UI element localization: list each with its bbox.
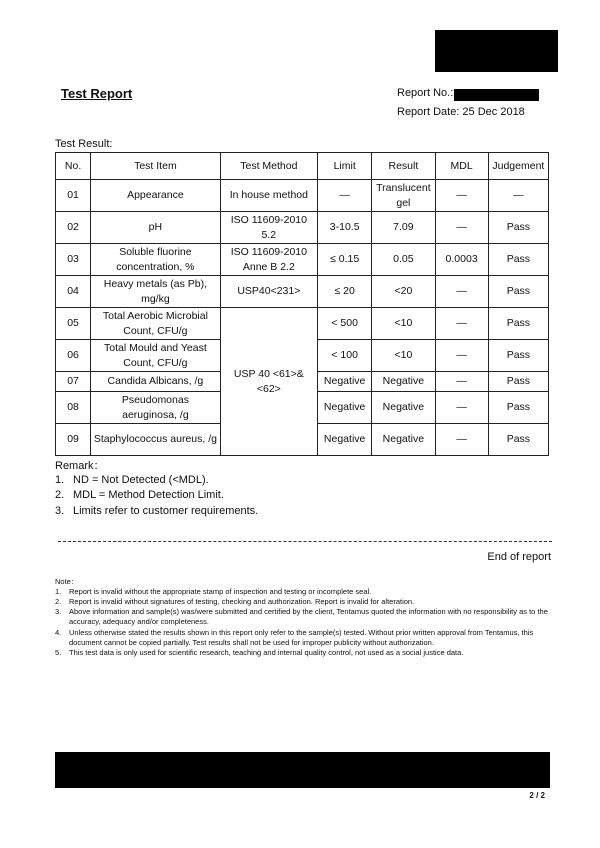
remark-item [55, 489, 224, 501]
table-row [56, 212, 549, 244]
cell-limit: < 100 [318, 340, 372, 372]
note-item [55, 597, 550, 607]
cell-mdl: — [435, 276, 488, 308]
note-text: This test data is only used for scientific research, teaching and internal quality control, not used as a social justice data. [69, 648, 464, 657]
remark-label: Remark： [55, 460, 105, 472]
remark-item [55, 505, 258, 517]
cell-no: 08 [56, 392, 91, 424]
cell-item: Pseudomonas aeruginosa, /g [91, 392, 221, 424]
cell-mdl: — [435, 392, 488, 424]
cell-item: Staphylococcus aureus, /g [91, 424, 221, 456]
note-item [55, 587, 550, 597]
redacted-footer-bar [55, 752, 550, 788]
remark-number: 1. [55, 474, 65, 486]
cell-limit: < 500 [318, 308, 372, 340]
cell-mdl: — [435, 424, 488, 456]
cell-judgement: Pass [488, 392, 548, 424]
cell-judgement: Pass [488, 308, 548, 340]
note-number: 5. [55, 648, 62, 657]
cell-limit: ≤ 20 [318, 276, 372, 308]
cell-result: 0.05 [372, 244, 435, 276]
cell-mdl: — [435, 340, 488, 372]
cell-judgement: Pass [488, 276, 548, 308]
cell-item: Heavy metals (as Pb), mg/kg [91, 276, 221, 308]
cell-item: Soluble fluorine concentration, % [91, 244, 221, 276]
cell-limit: ≤ 0.15 [318, 244, 372, 276]
cell-no: 03 [56, 244, 91, 276]
remark-item [55, 474, 209, 486]
cell-result: Negative [372, 372, 435, 392]
cell-result: Negative [372, 392, 435, 424]
header-test-method: Test Method [220, 153, 317, 180]
remark-text: Limits refer to customer requirements. [73, 505, 259, 517]
cell-mdl: — [435, 212, 488, 244]
cell-mdl: 0.0003 [435, 244, 488, 276]
cell-limit: Negative [318, 424, 372, 456]
cell-method: USP40<231> [220, 276, 317, 308]
remark-number: 2. [55, 489, 65, 501]
table-row [56, 308, 549, 340]
report-number-label: Report No.: [397, 87, 454, 99]
remark-text: ND = Not Detected (<MDL). [73, 474, 209, 486]
cell-result: <10 [372, 340, 435, 372]
table-row [56, 180, 549, 212]
cell-no: 01 [56, 180, 91, 212]
redacted-logo-block [435, 30, 558, 72]
cell-no: 06 [56, 340, 91, 372]
header-judgement: Judgement [488, 153, 548, 180]
remark-text: MDL = Method Detection Limit. [73, 489, 224, 501]
table-row [56, 244, 549, 276]
note-text: Report is invalid without the appropriate stamp of inspection and testing or incomplete seal. [69, 587, 372, 596]
cell-no: 07 [56, 372, 91, 392]
header-result: Result [372, 153, 435, 180]
cell-mdl: — [435, 180, 488, 212]
cell-judgement: Pass [488, 424, 548, 456]
cell-item: Candida Albicans, /g [91, 372, 221, 392]
header-test-item: Test Item [91, 153, 221, 180]
cell-no: 04 [56, 276, 91, 308]
cell-mdl: — [435, 308, 488, 340]
cell-method: In house method [220, 180, 317, 212]
note-text: Report is invalid without signatures of testing, checking and authorization. Report is invalid for alteration. [69, 597, 415, 606]
cell-result: Translucent gel [372, 180, 435, 212]
header-mdl: MDL [435, 153, 488, 180]
table-row [56, 276, 549, 308]
page-number: 2 / 2 [529, 791, 545, 800]
cell-item: Total Aerobic Microbial Count, CFU/g [91, 308, 221, 340]
cell-limit: — [318, 180, 372, 212]
note-number: 4. [55, 628, 62, 637]
cell-item: Total Mould and Yeast Count, CFU/g [91, 340, 221, 372]
cell-method: ISO 11609-2010 Anne B 2.2 [220, 244, 317, 276]
cell-item: pH [91, 212, 221, 244]
dashed-divider [58, 541, 552, 542]
cell-judgement: Pass [488, 340, 548, 372]
note-item [55, 648, 550, 658]
cell-item: Appearance [91, 180, 221, 212]
page-title: Test Report [61, 86, 133, 101]
cell-judgement: Pass [488, 372, 548, 392]
note-number: 3. [55, 607, 62, 616]
cell-limit: 3-10.5 [318, 212, 372, 244]
note-text: Unless otherwise stated the results shown in this report only refer to the sample(s) tested. Without prior written approval from Tentamus, this document cannot be copied partially. Test results shall not be used for improper publicity without authorization. [69, 628, 534, 647]
cell-no: 09 [56, 424, 91, 456]
cell-method-shared: USP 40 <61>&<62> [220, 308, 317, 456]
cell-result: 7.09 [372, 212, 435, 244]
cell-mdl: — [435, 372, 488, 392]
cell-limit: Negative [318, 392, 372, 424]
remark-number: 3. [55, 505, 65, 517]
report-date: Report Date: 25 Dec 2018 [397, 106, 525, 118]
note-item [55, 607, 550, 626]
cell-result: <20 [372, 276, 435, 308]
header-limit: Limit [318, 153, 372, 180]
notes-title: Note： [55, 577, 79, 586]
note-number: 1. [55, 587, 62, 596]
redacted-report-number [454, 89, 539, 101]
cell-judgement: Pass [488, 212, 548, 244]
cell-result: Negative [372, 424, 435, 456]
cell-method: ISO 11609-2010 5.2 [220, 212, 317, 244]
cell-judgement: — [488, 180, 548, 212]
note-number: 2. [55, 597, 62, 606]
note-item [55, 628, 550, 647]
cell-no: 05 [56, 308, 91, 340]
cell-no: 02 [56, 212, 91, 244]
end-of-report: End of report [487, 551, 551, 563]
note-text: Above information and sample(s) was/were submitted and certified by the client, Tentamus quoted the information with no responsibility as to the accuracy, adequacy and/or completeness. [69, 607, 548, 626]
test-result-label: Test Result: [55, 138, 113, 150]
table-header-row [56, 153, 549, 180]
header-no: No. [56, 153, 91, 180]
cell-judgement: Pass [488, 244, 548, 276]
cell-result: <10 [372, 308, 435, 340]
results-table [55, 152, 549, 456]
cell-limit: Negative [318, 372, 372, 392]
